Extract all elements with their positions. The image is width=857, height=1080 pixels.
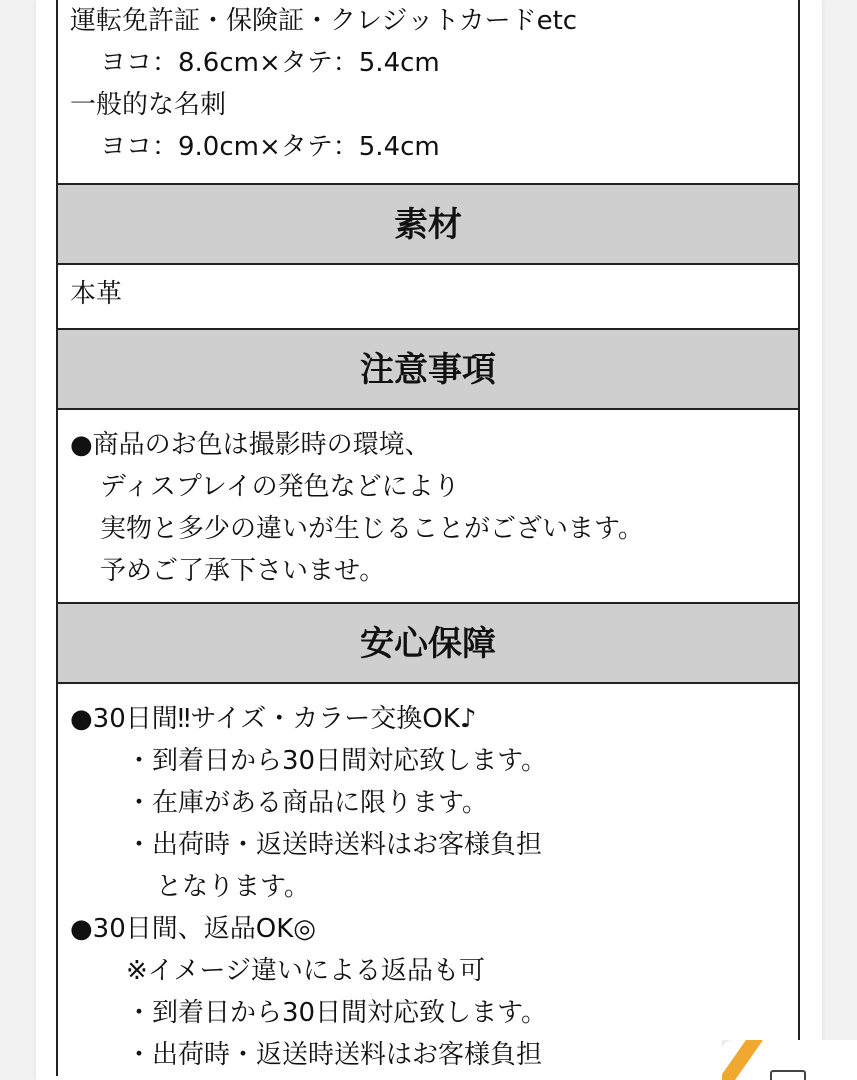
guarantee-line: ・到着日から30日間対応致します。 <box>126 998 548 1028</box>
notice-line: 実物と多少の違いが生じることがございます。 <box>100 514 644 544</box>
material-header: 素材 <box>58 183 798 265</box>
notice-line: 予めご了承下さいませ。 <box>100 556 386 586</box>
material-value: 本革 <box>70 279 123 309</box>
guarantee-line: ・出荷時・返送時送料はお客様負担 <box>126 830 543 860</box>
notice-line: ディスプレイの発色などにより <box>100 472 460 502</box>
spec-table <box>56 0 800 1076</box>
guarantee-line: ●30日間、返品OK◎ <box>70 914 316 944</box>
guarantee-line: ・出荷時・返送時送料はお客様負担 <box>126 1040 543 1070</box>
size-line: ヨコ：8.6cm×タテ：5.4cm <box>100 48 440 78</box>
guarantee-line: ●30日間‼サイズ・カラー交換OK♪ <box>70 704 477 734</box>
guarantee-line: ※イメージ違いによる返品も可 <box>126 956 486 986</box>
notice-line: ●商品のお色は撮影時の環境、 <box>70 430 431 460</box>
floating-image-widget[interactable] <box>722 1040 857 1080</box>
size-line: ヨコ：9.0cm×タテ：5.4cm <box>100 132 440 162</box>
notice-header: 注意事項 <box>58 328 798 410</box>
product-detail-page <box>36 0 822 1080</box>
guarantee-line: ・到着日から30日間対応致します。 <box>126 746 548 776</box>
size-cell <box>58 0 798 183</box>
guarantee-header: 安心保障 <box>58 602 798 684</box>
notice-cell <box>58 410 798 602</box>
size-line: 運転免許証・保険証・クレジットカードetc <box>70 6 578 36</box>
guarantee-line: となります。 <box>156 872 310 902</box>
image-icon[interactable] <box>770 1070 806 1080</box>
guarantee-line: ・在庫がある商品に限ります。 <box>126 788 488 818</box>
guarantee-cell <box>58 684 798 1076</box>
size-line: 一般的な名刺 <box>70 90 227 120</box>
